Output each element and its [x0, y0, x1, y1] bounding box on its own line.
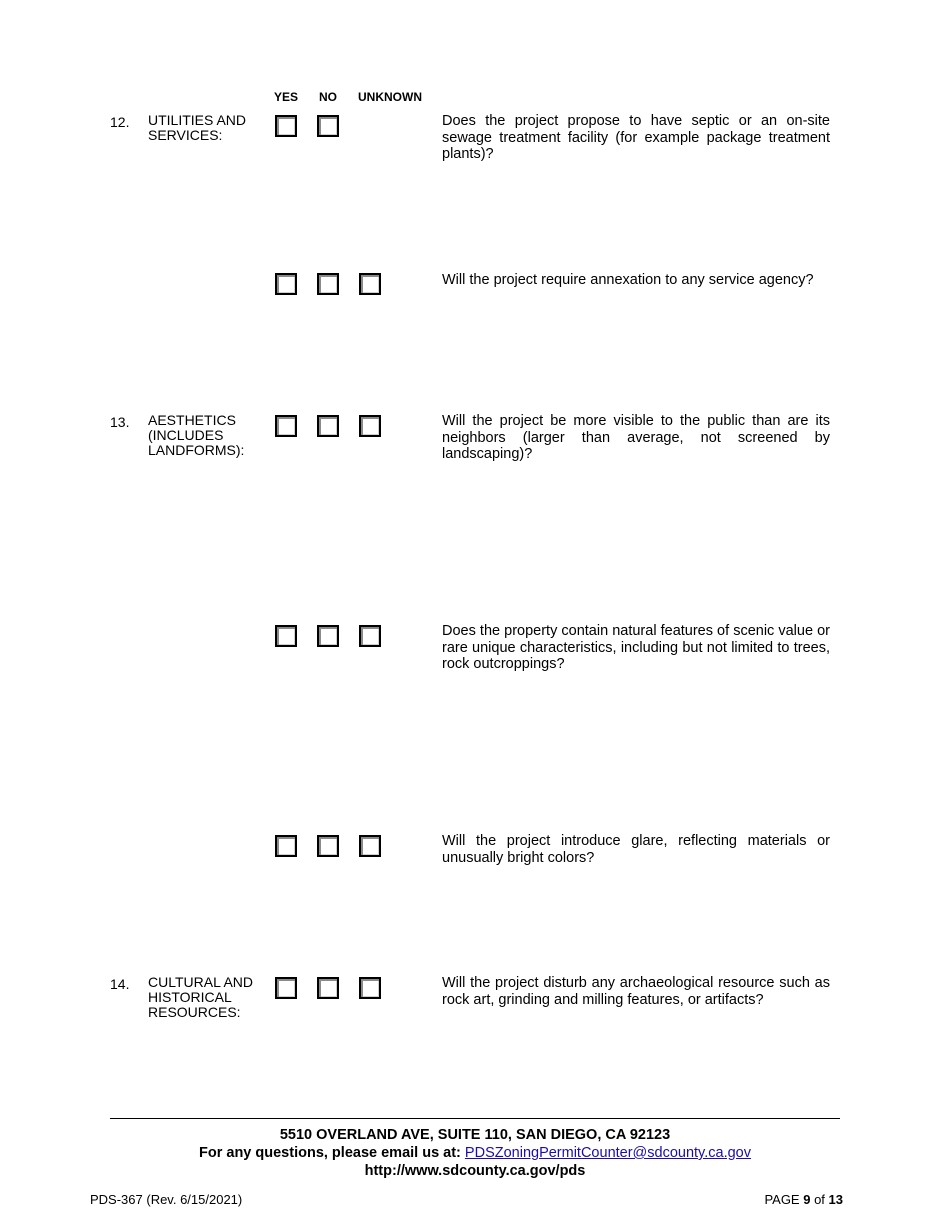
footer-contact [0, 1145, 950, 1161]
yes-checkbox[interactable] [275, 977, 297, 999]
item-category: AESTHETICS (INCLUDES LANDFORMS): [148, 412, 245, 458]
column-header-unknown: UNKNOWN [358, 90, 422, 104]
item-number: 14. [110, 976, 130, 992]
item-category: UTILITIES AND SERVICES: [148, 112, 247, 143]
yes-checkbox[interactable] [275, 625, 297, 647]
question-text: Will the project introduce glare, reflecting materials or unusually bright colors? [442, 833, 830, 866]
footer-email-link[interactable]: PDSZoningPermitCounter@sdcounty.ca.gov [464, 1145, 751, 1161]
no-checkbox[interactable] [317, 625, 339, 647]
page-number: PAGE 9 of 13 [764, 1192, 843, 1207]
item-number: 12. [110, 114, 130, 130]
footer-address: 5510 OVERLAND AVE, SUITE 110, SAN DIEGO, CA 92123 [279, 1127, 671, 1143]
footer-website: http://www.sdcounty.ca.gov/pds [364, 1163, 586, 1179]
column-header-no: NO [319, 90, 337, 104]
yes-checkbox[interactable] [275, 273, 297, 295]
question-text: Will the project disturb any archaeological resource such as rock art, grinding and milling features, or artifacts? [442, 975, 830, 1008]
item-category: CULTURAL AND HISTORICAL RESOURCES: [148, 974, 254, 1020]
question-text: Does the project propose to have septic or an on-site sewage treatment facility (for example package treatment plants)? [442, 113, 830, 162]
column-header-yes: YES [274, 90, 299, 104]
question-text: Will the project be more visible to the public than are its neighbors (larger than average, not screened by landscaping)? [442, 413, 830, 462]
item-number: 13. [110, 414, 130, 430]
yes-checkbox[interactable] [275, 115, 297, 137]
no-checkbox[interactable] [317, 115, 339, 137]
no-checkbox[interactable] [317, 273, 339, 295]
question-text: Will the project require annexation to any service agency? [442, 272, 814, 288]
no-checkbox[interactable] [317, 977, 339, 999]
unknown-checkbox[interactable] [359, 415, 381, 437]
unknown-checkbox[interactable] [359, 835, 381, 857]
unknown-checkbox[interactable] [359, 625, 381, 647]
yes-checkbox[interactable] [275, 835, 297, 857]
footer-email-prefix: For any questions, please email us at: [199, 1145, 465, 1161]
unknown-checkbox[interactable] [359, 273, 381, 295]
form-id: PDS-367 (Rev. 6/15/2021) [90, 1192, 243, 1207]
no-checkbox[interactable] [317, 835, 339, 857]
yes-checkbox[interactable] [275, 415, 297, 437]
footer-divider [110, 1118, 840, 1119]
unknown-checkbox[interactable] [359, 977, 381, 999]
question-text: Does the property contain natural features of scenic value or rare unique characteristics, including but not limited to trees, rock outcroppings? [442, 623, 830, 672]
no-checkbox[interactable] [317, 415, 339, 437]
